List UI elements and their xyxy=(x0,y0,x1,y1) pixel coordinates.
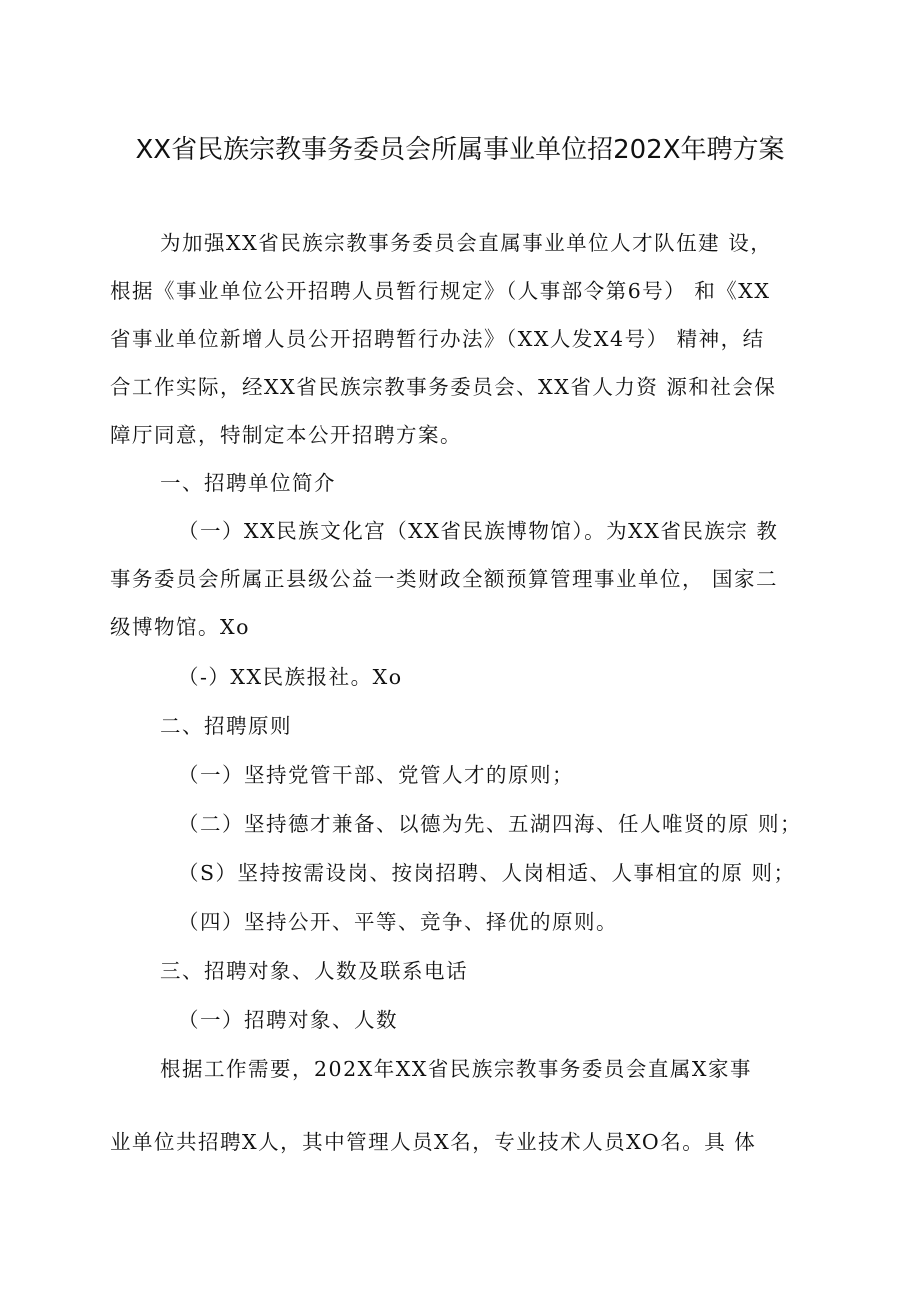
subsection-heading: （一）招聘对象、人数 xyxy=(178,1008,398,1032)
paragraph-line: （一）XX民族文化宫（XX省民族博物馆）。为XX省民族宗 教 xyxy=(178,519,779,543)
paragraph-line: 业单位共招聘X人，其中管理人员X名，专业技术人员XO名。具 体 xyxy=(110,1130,757,1154)
paragraph-line: 根据《事业单位公开招聘人员暂行规定》（人事部令第6号） 和《XX xyxy=(110,279,771,303)
paragraph-line: 障厅同意，特制定本公开招聘方案。 xyxy=(110,423,462,447)
section-heading: 一、招聘单位简介 xyxy=(160,471,336,495)
paragraph-line: （-）XX民族报社。Xo xyxy=(178,665,403,689)
list-item: （二）坚持德才兼备、以德为先、五湖四海、任人唯贤的原 则； xyxy=(178,812,803,836)
paragraph-line: 级博物馆。Xo xyxy=(110,615,250,639)
paragraph-line: 省事业单位新增人员公开招聘暂行办法》（XX人发X4号） 精神，结 xyxy=(110,327,765,351)
document-title: XX省民族宗教事务委员会所属事业单位招202X年聘方案 xyxy=(135,135,785,165)
paragraph-line: 根据工作需要，202X年XX省民族宗教事务委员会直属X家事 xyxy=(160,1057,753,1081)
section-heading: 二、招聘原则 xyxy=(160,714,292,738)
list-item: （S）坚持按需设岗、按岗招聘、人岗相适、人事相宜的原 则； xyxy=(178,861,796,885)
section-heading: 三、招聘对象、人数及联系电话 xyxy=(160,959,468,983)
paragraph-line: 合工作实际，经XX省民族宗教事务委员会、XX省人力资 源和社会保 xyxy=(110,375,777,399)
list-item: （四）坚持公开、平等、竞争、择优的原则。 xyxy=(178,910,618,934)
paragraph-line: 为加强XX省民族宗教事务委员会直属事业单位人才队伍建 设， xyxy=(160,231,773,255)
paragraph-line: 事务委员会所属正县级公益一类财政全额预算管理事业单位， 国家二 xyxy=(110,567,779,591)
list-item: （一）坚持党管干部、党管人才的原则； xyxy=(178,763,574,787)
